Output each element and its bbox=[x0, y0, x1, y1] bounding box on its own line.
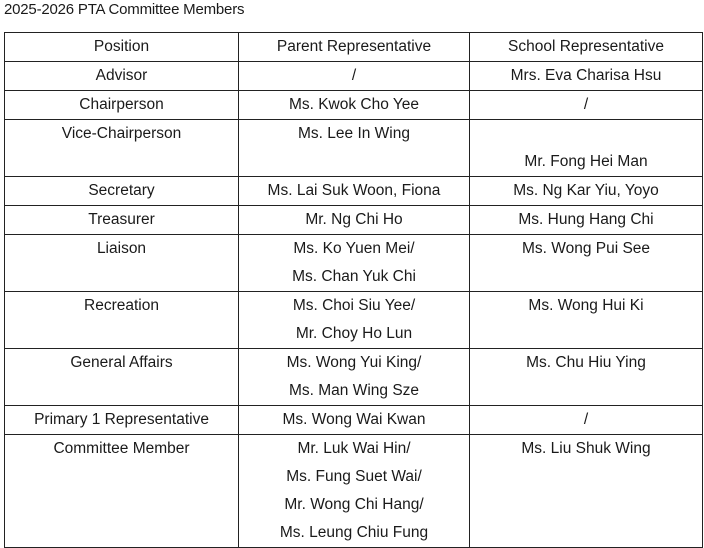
school-cell bbox=[470, 435, 703, 548]
position-cell bbox=[5, 206, 239, 235]
cell-text: Ms. Fung Suet Wai/ bbox=[286, 468, 422, 485]
table-body bbox=[5, 62, 703, 548]
table-row bbox=[5, 435, 703, 548]
cell-text: Mr. Luk Wai Hin/ bbox=[297, 440, 411, 457]
cell-text: Ms. Liu Shuk Wing bbox=[521, 440, 651, 457]
parent-cell bbox=[239, 235, 470, 292]
cell-text: Committee Member bbox=[53, 440, 190, 457]
cell-text: Ms. Hung Hang Chi bbox=[518, 211, 654, 228]
parent-cell bbox=[239, 206, 470, 235]
school-cell bbox=[470, 349, 703, 406]
cell-text: Ms. Lai Suk Woon, Fiona bbox=[267, 182, 441, 199]
parent-cell bbox=[239, 435, 470, 548]
position-cell bbox=[5, 435, 239, 548]
parent-cell bbox=[239, 406, 470, 435]
school-cell bbox=[470, 120, 703, 177]
parent-cell bbox=[239, 177, 470, 206]
header-row bbox=[5, 33, 703, 62]
table-row bbox=[5, 206, 703, 235]
cell-text: Ms. Man Wing Sze bbox=[288, 382, 420, 399]
cell-text: Ms. Ng Kar Yiu, Yoyo bbox=[513, 182, 659, 199]
cell-text: Ms. Wong Hui Ki bbox=[528, 297, 644, 314]
cell-text: Ms. Chan Yuk Chi bbox=[292, 268, 416, 285]
parent-cell bbox=[239, 62, 470, 91]
parent-cell bbox=[239, 349, 470, 406]
cell-text: Mr. Fong Hei Man bbox=[524, 153, 648, 170]
position-cell bbox=[5, 235, 239, 292]
parent-cell bbox=[239, 120, 470, 177]
cell-text: / bbox=[583, 96, 589, 113]
cell-text: Ms. Wong Yui King/ bbox=[286, 354, 422, 371]
cell-text: Ms. Leung Chiu Fung bbox=[279, 524, 429, 541]
header-parent-representative: Parent Representative bbox=[239, 33, 470, 62]
cell-text: Ms. Ko Yuen Mei/ bbox=[293, 240, 415, 257]
page-title: 2025-2026 PTA Committee Members bbox=[4, 1, 245, 18]
cell-text: Advisor bbox=[95, 67, 148, 84]
position-cell bbox=[5, 91, 239, 120]
cell-text: Liaison bbox=[96, 240, 147, 257]
position-cell bbox=[5, 120, 239, 177]
position-cell bbox=[5, 177, 239, 206]
cell-text: Ms. Wong Wai Kwan bbox=[282, 411, 426, 428]
cell-text: Ms. Kwok Cho Yee bbox=[288, 96, 420, 113]
table-row bbox=[5, 62, 703, 91]
cell-text: Treasurer bbox=[88, 211, 155, 228]
parent-cell bbox=[239, 292, 470, 349]
school-cell bbox=[470, 206, 703, 235]
school-cell bbox=[470, 62, 703, 91]
header-school-representative: School Representative bbox=[470, 33, 703, 62]
cell-text: / bbox=[583, 411, 589, 428]
position-cell bbox=[5, 62, 239, 91]
table-row bbox=[5, 91, 703, 120]
table-row bbox=[5, 177, 703, 206]
cell-text: Mr. Wong Chi Hang/ bbox=[284, 496, 424, 513]
committee-table bbox=[4, 32, 703, 548]
cell-text: Mrs. Eva Charisa Hsu bbox=[510, 67, 662, 84]
school-cell bbox=[470, 406, 703, 435]
cell-text: Ms. Chu Hiu Ying bbox=[526, 354, 646, 371]
cell-text: Recreation bbox=[84, 297, 159, 314]
cell-text: Chairperson bbox=[79, 96, 164, 113]
cell-text: Secretary bbox=[88, 182, 155, 199]
position-cell bbox=[5, 292, 239, 349]
cell-text: Vice-Chairperson bbox=[61, 125, 182, 142]
position-cell bbox=[5, 406, 239, 435]
table-row bbox=[5, 120, 703, 177]
table-row bbox=[5, 349, 703, 406]
cell-text: Ms. Choi Siu Yee/ bbox=[292, 297, 416, 314]
school-cell bbox=[470, 91, 703, 120]
school-cell bbox=[470, 177, 703, 206]
cell-text: Mr. Ng Chi Ho bbox=[305, 211, 403, 228]
cell-text: Ms. Wong Pui See bbox=[521, 240, 651, 257]
table-row bbox=[5, 406, 703, 435]
cell-text: Primary 1 Representative bbox=[34, 411, 209, 428]
cell-text: Mr. Choy Ho Lun bbox=[295, 325, 413, 342]
parent-cell bbox=[239, 91, 470, 120]
table-row bbox=[5, 235, 703, 292]
school-cell bbox=[470, 292, 703, 349]
table-row bbox=[5, 292, 703, 349]
position-cell bbox=[5, 349, 239, 406]
cell-text: General Affairs bbox=[70, 354, 173, 371]
school-cell bbox=[470, 235, 703, 292]
cell-text: / bbox=[351, 67, 357, 84]
cell-text: Ms. Lee In Wing bbox=[298, 125, 410, 142]
header-position: Position bbox=[5, 33, 239, 62]
